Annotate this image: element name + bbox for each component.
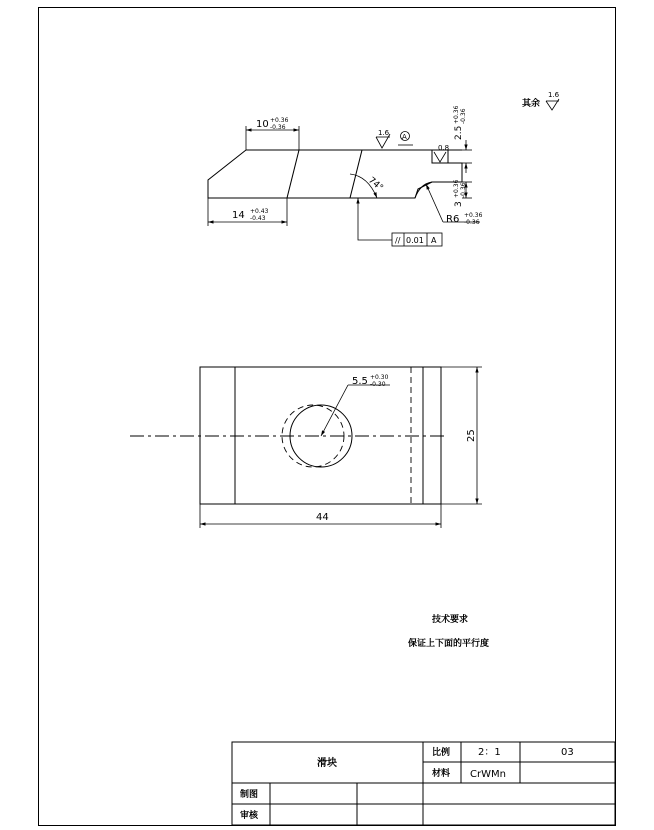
scale-value: 2：1	[478, 747, 501, 758]
dim-right-upper-tol-lower: -0.36	[460, 108, 467, 124]
width-dim: 44	[316, 512, 329, 523]
top-view	[130, 367, 482, 528]
dim-right-lower-tol-lower: -0.36	[460, 182, 467, 198]
tech-title: 技术要求	[432, 615, 469, 625]
top-view-outline	[200, 367, 441, 504]
slant-line-1	[287, 150, 299, 198]
hole-tol-lower: -0.30	[370, 381, 386, 388]
radius-leader	[426, 184, 443, 222]
front-view	[208, 105, 483, 246]
dim-right-lower-tol-upper: +0.36	[453, 179, 460, 198]
radius-base: R6	[446, 214, 460, 225]
other-roughness-value: 1.6	[548, 91, 560, 99]
radius-tol-lower: -0.36	[464, 219, 480, 226]
tolerance-value: 0.01	[406, 236, 424, 245]
material-label: 材料	[432, 769, 451, 779]
tech-requirements	[407, 613, 489, 649]
hole-tol-upper: +0.30	[370, 374, 389, 381]
tolerance-symbol: //	[395, 236, 401, 245]
dim-right-upper-tol-upper: +0.36	[453, 105, 460, 124]
material-value: CrWMn	[470, 769, 506, 780]
drawn-label: 制图	[240, 790, 259, 800]
roughness-step-value: 0.8	[438, 144, 450, 152]
other-roughness-label: 其余	[522, 99, 541, 109]
hole-leader	[321, 385, 348, 436]
tolerance-leader	[358, 198, 392, 240]
part-outline	[208, 150, 462, 198]
part-name: 滑块	[317, 758, 337, 769]
dim-top-base: 10	[256, 119, 269, 130]
dim-top-tol-upper: +0.36	[270, 117, 289, 124]
dim-right-upper-base: 2.5	[454, 125, 464, 140]
dim-top-tol-lower: -0.36	[270, 124, 286, 131]
hole-dim-base: 5.5	[352, 376, 368, 387]
radius-tol-upper: +0.36	[464, 212, 483, 219]
height-dim: 25	[466, 429, 477, 442]
dim-right-lower-base: 3	[454, 201, 464, 207]
drawing-frame	[39, 8, 616, 826]
roughness-step-symbol	[434, 152, 446, 162]
roughness-top-value: 1.6	[378, 129, 390, 137]
drawing-number: 03	[561, 747, 574, 758]
dim-bottom-tol-lower: -0.43	[250, 215, 266, 222]
other-roughness-note	[522, 91, 560, 110]
tolerance-datum: A	[431, 236, 437, 245]
angle-label: 74°	[366, 175, 385, 194]
dim-bottom-base: 14	[232, 210, 245, 221]
tech-item: 保证上下面的平行度	[408, 639, 490, 649]
checked-label: 审核	[240, 811, 259, 821]
scale-label: 比例	[432, 748, 451, 758]
datum-letter: A	[402, 133, 407, 141]
title-block	[232, 742, 615, 825]
dim-bottom-tol-upper: +0.43	[250, 208, 269, 215]
